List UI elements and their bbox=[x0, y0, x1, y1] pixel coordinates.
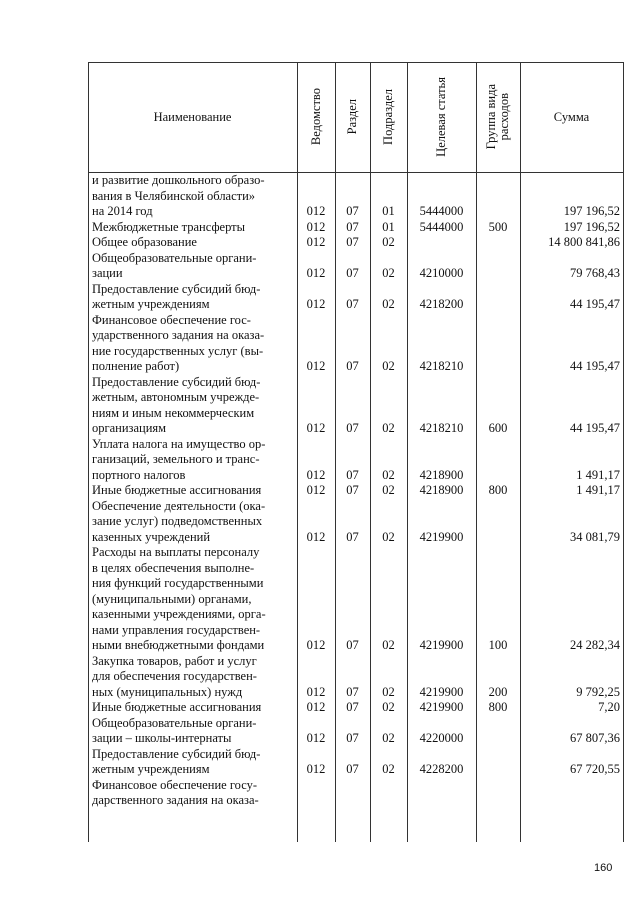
cell-section: 07 bbox=[346, 700, 359, 714]
cell-section: 07 bbox=[346, 638, 359, 652]
cell-subsection: 02 bbox=[382, 684, 395, 699]
header-expense-group: Группа вида расходов bbox=[484, 84, 511, 150]
cell-sum: 7,20 bbox=[598, 700, 620, 714]
header-section: Раздел bbox=[345, 99, 359, 135]
table-row bbox=[88, 437, 624, 484]
table-row bbox=[88, 654, 624, 701]
table-row bbox=[88, 235, 624, 251]
header-department: Ведомство bbox=[308, 88, 323, 146]
cell-expense-group: 800 bbox=[488, 483, 508, 497]
cell-expense-group: 500 bbox=[488, 219, 508, 234]
cell-sum: 24 282,34 bbox=[570, 638, 620, 652]
cell-name: Межбюджетные трансферты bbox=[92, 219, 246, 234]
cell-department: 012 bbox=[306, 359, 326, 373]
cell-department: 012 bbox=[306, 762, 326, 776]
cell-name: Предоставление субсидий бюд- жетным учреждениям bbox=[92, 746, 261, 776]
cell-target-article: 4218210 bbox=[419, 359, 464, 373]
cell-name: Общеобразовательные органи- зации – школы-интернаты bbox=[92, 715, 257, 745]
cell-subsection: 02 bbox=[382, 483, 395, 497]
cell-subsection: 02 bbox=[382, 638, 395, 652]
header-subsection: Подраздел bbox=[381, 89, 395, 145]
cell-sum: 44 195,47 bbox=[570, 297, 620, 311]
cell-department: 012 bbox=[306, 684, 326, 699]
cell-section: 07 bbox=[346, 266, 359, 280]
cell-sum: 197 196,52 bbox=[563, 204, 620, 218]
cell-name: Предоставление субсидий бюд- жетным учреждениям bbox=[92, 281, 261, 311]
cell-department: 012 bbox=[306, 483, 326, 497]
cell-section: 07 bbox=[346, 219, 359, 234]
table-row bbox=[88, 282, 624, 313]
cell-department: 012 bbox=[306, 700, 326, 714]
cell-sum: 197 196,52 bbox=[563, 219, 620, 234]
cell-subsection: 02 bbox=[382, 235, 395, 249]
cell-section: 07 bbox=[346, 421, 359, 435]
table-row bbox=[88, 700, 624, 716]
cell-expense-group: 100 bbox=[488, 638, 508, 652]
cell-section: 07 bbox=[346, 204, 359, 218]
cell-name: Общеобразовательные органи- зации bbox=[92, 250, 257, 280]
cell-subsection: 02 bbox=[382, 731, 395, 745]
cell-target-article: 5444000 bbox=[419, 219, 464, 234]
budget-table bbox=[88, 62, 624, 842]
cell-subsection: 02 bbox=[382, 762, 395, 776]
cell-name: Финансовое обеспечение госу- дарственного задания на оказа- bbox=[92, 777, 259, 807]
cell-department: 012 bbox=[306, 529, 326, 544]
cell-subsection: 02 bbox=[382, 529, 395, 544]
cell-section: 07 bbox=[346, 731, 359, 745]
cell-section: 07 bbox=[346, 483, 359, 497]
cell-subsection: 02 bbox=[382, 700, 395, 714]
cell-name: и развитие дошкольного образо- вания в Челябинской области» на 2014 год bbox=[92, 173, 265, 218]
cell-target-article: 4219900 bbox=[419, 700, 464, 714]
cell-name: Финансовое обеспечение гос- ударственного задания на оказа- ние государственных услуг (вы- полнение работ) bbox=[92, 312, 265, 373]
cell-section: 07 bbox=[346, 529, 359, 544]
cell-expense-group: 200 bbox=[488, 684, 508, 699]
cell-target-article: 4219900 bbox=[419, 529, 464, 544]
cell-section: 07 bbox=[346, 297, 359, 311]
cell-name: Обеспечение деятельности (ока- зание услуг) подведомственных казенных учреждений bbox=[92, 498, 266, 544]
cell-department: 012 bbox=[306, 638, 326, 652]
cell-name: Иные бюджетные ассигнования bbox=[92, 700, 262, 714]
cell-name: Расходы на выплаты персоналу в целях обеспечения выполне- ния функций государственными (муниципальными) органами, казенными учреждениями, орга- нами управления государствен- ными внебюджетными фондами bbox=[92, 545, 266, 652]
table-row bbox=[88, 778, 624, 809]
cell-department: 012 bbox=[306, 467, 326, 482]
cell-sum: 1 491,17 bbox=[576, 483, 620, 497]
cell-department: 012 bbox=[306, 204, 326, 218]
cell-target-article: 4210000 bbox=[419, 266, 464, 280]
header-sum: Сумма bbox=[553, 109, 590, 124]
cell-target-article: 4218210 bbox=[419, 421, 464, 435]
cell-sum: 79 768,43 bbox=[570, 266, 620, 280]
cell-sum: 34 081,79 bbox=[570, 529, 620, 544]
cell-sum: 9 792,25 bbox=[576, 684, 620, 699]
cell-name: Иные бюджетные ассигнования bbox=[92, 483, 262, 497]
cell-target-article: 4228200 bbox=[419, 762, 464, 776]
header-target-article: Целевая статья bbox=[434, 77, 448, 157]
table-row bbox=[88, 747, 624, 778]
table-row bbox=[88, 251, 624, 282]
cell-sum: 1 491,17 bbox=[576, 467, 620, 482]
header-name: Наименование bbox=[153, 109, 232, 124]
cell-section: 07 bbox=[346, 359, 359, 373]
table-row bbox=[88, 716, 624, 747]
cell-subsection: 02 bbox=[382, 467, 395, 482]
cell-target-article: 4218900 bbox=[419, 467, 464, 482]
cell-subsection: 02 bbox=[382, 297, 395, 311]
cell-name: Общее образование bbox=[92, 235, 197, 249]
page-number: 160 bbox=[594, 862, 613, 874]
table-row bbox=[88, 220, 624, 236]
cell-subsection: 01 bbox=[382, 204, 395, 218]
cell-expense-group: 600 bbox=[488, 421, 508, 435]
cell-section: 07 bbox=[346, 235, 359, 249]
cell-target-article: 4218900 bbox=[419, 483, 464, 497]
cell-department: 012 bbox=[306, 297, 326, 311]
cell-department: 012 bbox=[306, 731, 326, 745]
cell-subsection: 02 bbox=[382, 266, 395, 280]
cell-expense-group: 800 bbox=[488, 700, 508, 714]
cell-subsection: 02 bbox=[382, 359, 395, 373]
cell-sum: 67 807,36 bbox=[570, 731, 620, 745]
cell-section: 07 bbox=[346, 467, 359, 482]
table-row bbox=[88, 545, 624, 654]
cell-target-article: 5444000 bbox=[419, 204, 464, 218]
cell-name: Закупка товаров, работ и услуг для обеспечения государствен- ных (муниципальных) нужд bbox=[92, 653, 257, 699]
table-row bbox=[88, 499, 624, 546]
cell-subsection: 01 bbox=[382, 219, 395, 234]
cell-sum: 14 800 841,86 bbox=[548, 235, 620, 249]
table-row bbox=[88, 375, 624, 437]
cell-target-article: 4219900 bbox=[419, 638, 464, 652]
table-row bbox=[88, 483, 624, 499]
table-row bbox=[88, 313, 624, 375]
cell-sum: 67 720,55 bbox=[570, 762, 620, 776]
cell-department: 012 bbox=[306, 219, 326, 234]
cell-section: 07 bbox=[346, 762, 359, 776]
cell-section: 07 bbox=[346, 684, 359, 699]
cell-department: 012 bbox=[306, 421, 326, 435]
cell-subsection: 02 bbox=[382, 421, 395, 435]
cell-target-article: 4220000 bbox=[419, 731, 464, 745]
cell-department: 012 bbox=[306, 235, 326, 249]
cell-name: Предоставление субсидий бюд- жетным, автономным учрежде- ниям и иным некоммерческим организациям bbox=[92, 374, 261, 435]
cell-target-article: 4218200 bbox=[419, 297, 464, 311]
cell-sum: 44 195,47 bbox=[570, 421, 620, 435]
cell-sum: 44 195,47 bbox=[570, 359, 620, 373]
cell-department: 012 bbox=[306, 266, 326, 280]
cell-target-article: 4219900 bbox=[419, 684, 464, 699]
table-row bbox=[88, 173, 624, 220]
cell-name: Уплата налога на имущество ор- ганизаций, земельного и транс- портного налогов bbox=[92, 436, 266, 482]
